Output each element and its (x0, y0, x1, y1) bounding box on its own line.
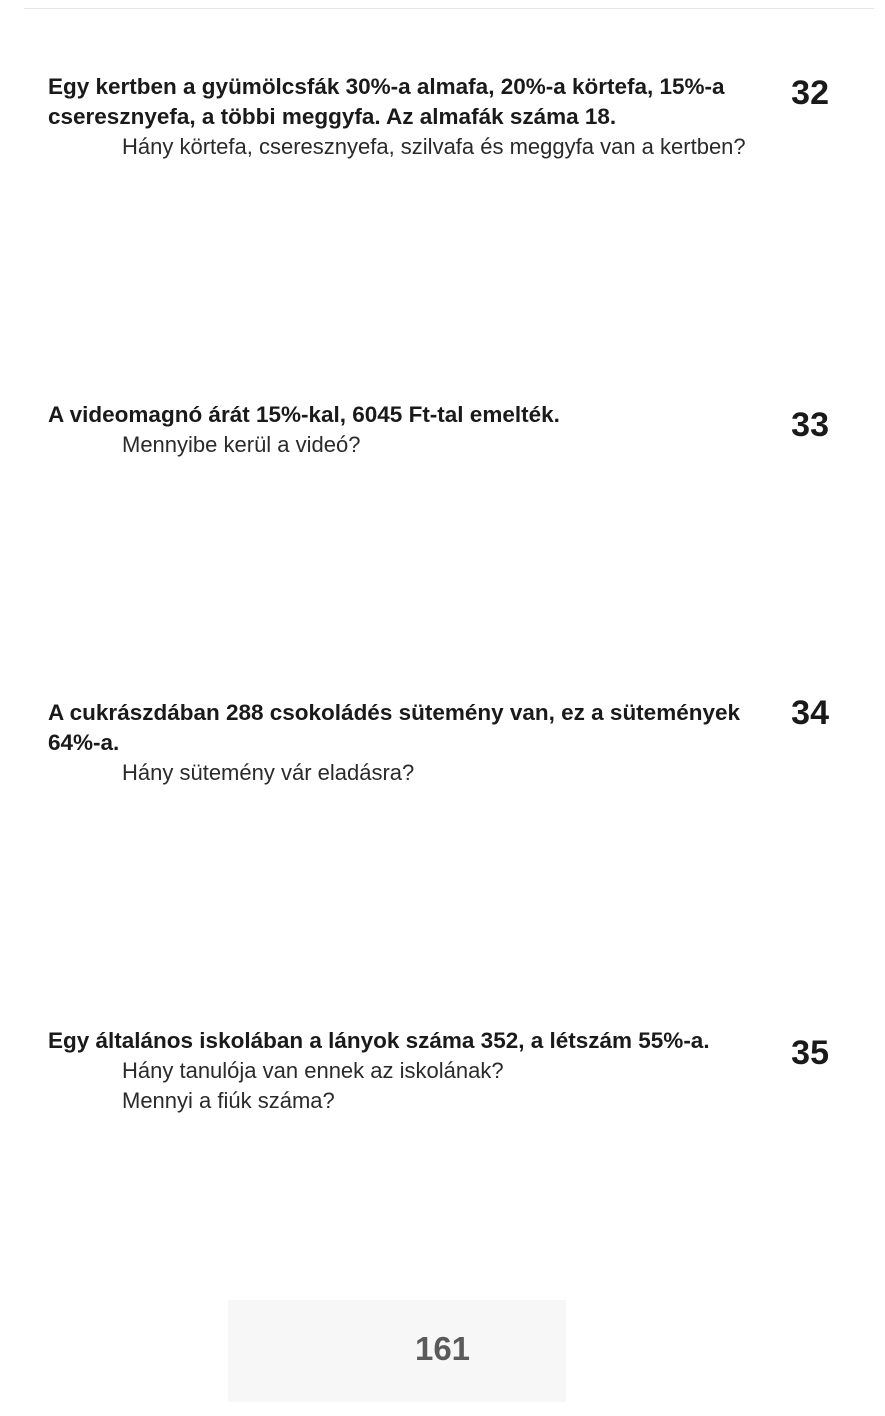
problem-statement-line: Egy kertben a gyümölcsfák 30%-a almafa, 20%-a körtefa, 15%-a (48, 74, 725, 99)
problem-statement-line: A videomagnó árát 15%-kal, 6045 Ft-tal emelték. (48, 402, 560, 427)
problem-statement-line: A cukrászdában 288 csokoládés sütemény van, ez a sütemények (48, 700, 740, 725)
problem-34 (48, 698, 768, 788)
problem-number: 34 (791, 694, 829, 732)
top-rule (24, 8, 874, 9)
problem-statement-line: 64%-a. (48, 730, 120, 755)
problem-number: 35 (791, 1034, 829, 1072)
problem-number: 32 (791, 74, 829, 112)
problem-statement-line: cseresznyefa, a többi meggyfa. Az almafák száma 18. (48, 104, 617, 129)
problem-number: 33 (791, 406, 829, 444)
problem-question: Hány körtefa, cseresznyefa, szilvafa és meggyfa van a kertben? (122, 134, 746, 159)
problem-question: Mennyi a fiúk száma? (122, 1088, 335, 1113)
problem-statement-line: Egy általános iskolában a lányok száma 352, a létszám 55%-a. (48, 1028, 710, 1053)
page-number: 161 (414, 1330, 471, 1367)
problem-question: Hány sütemény vár eladásra? (122, 760, 415, 785)
problem-question: Mennyibe kerül a videó? (122, 432, 361, 457)
problem-35 (48, 1026, 768, 1116)
problem-33 (48, 400, 768, 460)
problem-32 (48, 72, 768, 162)
problem-question: Hány tanulója van ennek az iskolának? (122, 1058, 504, 1083)
